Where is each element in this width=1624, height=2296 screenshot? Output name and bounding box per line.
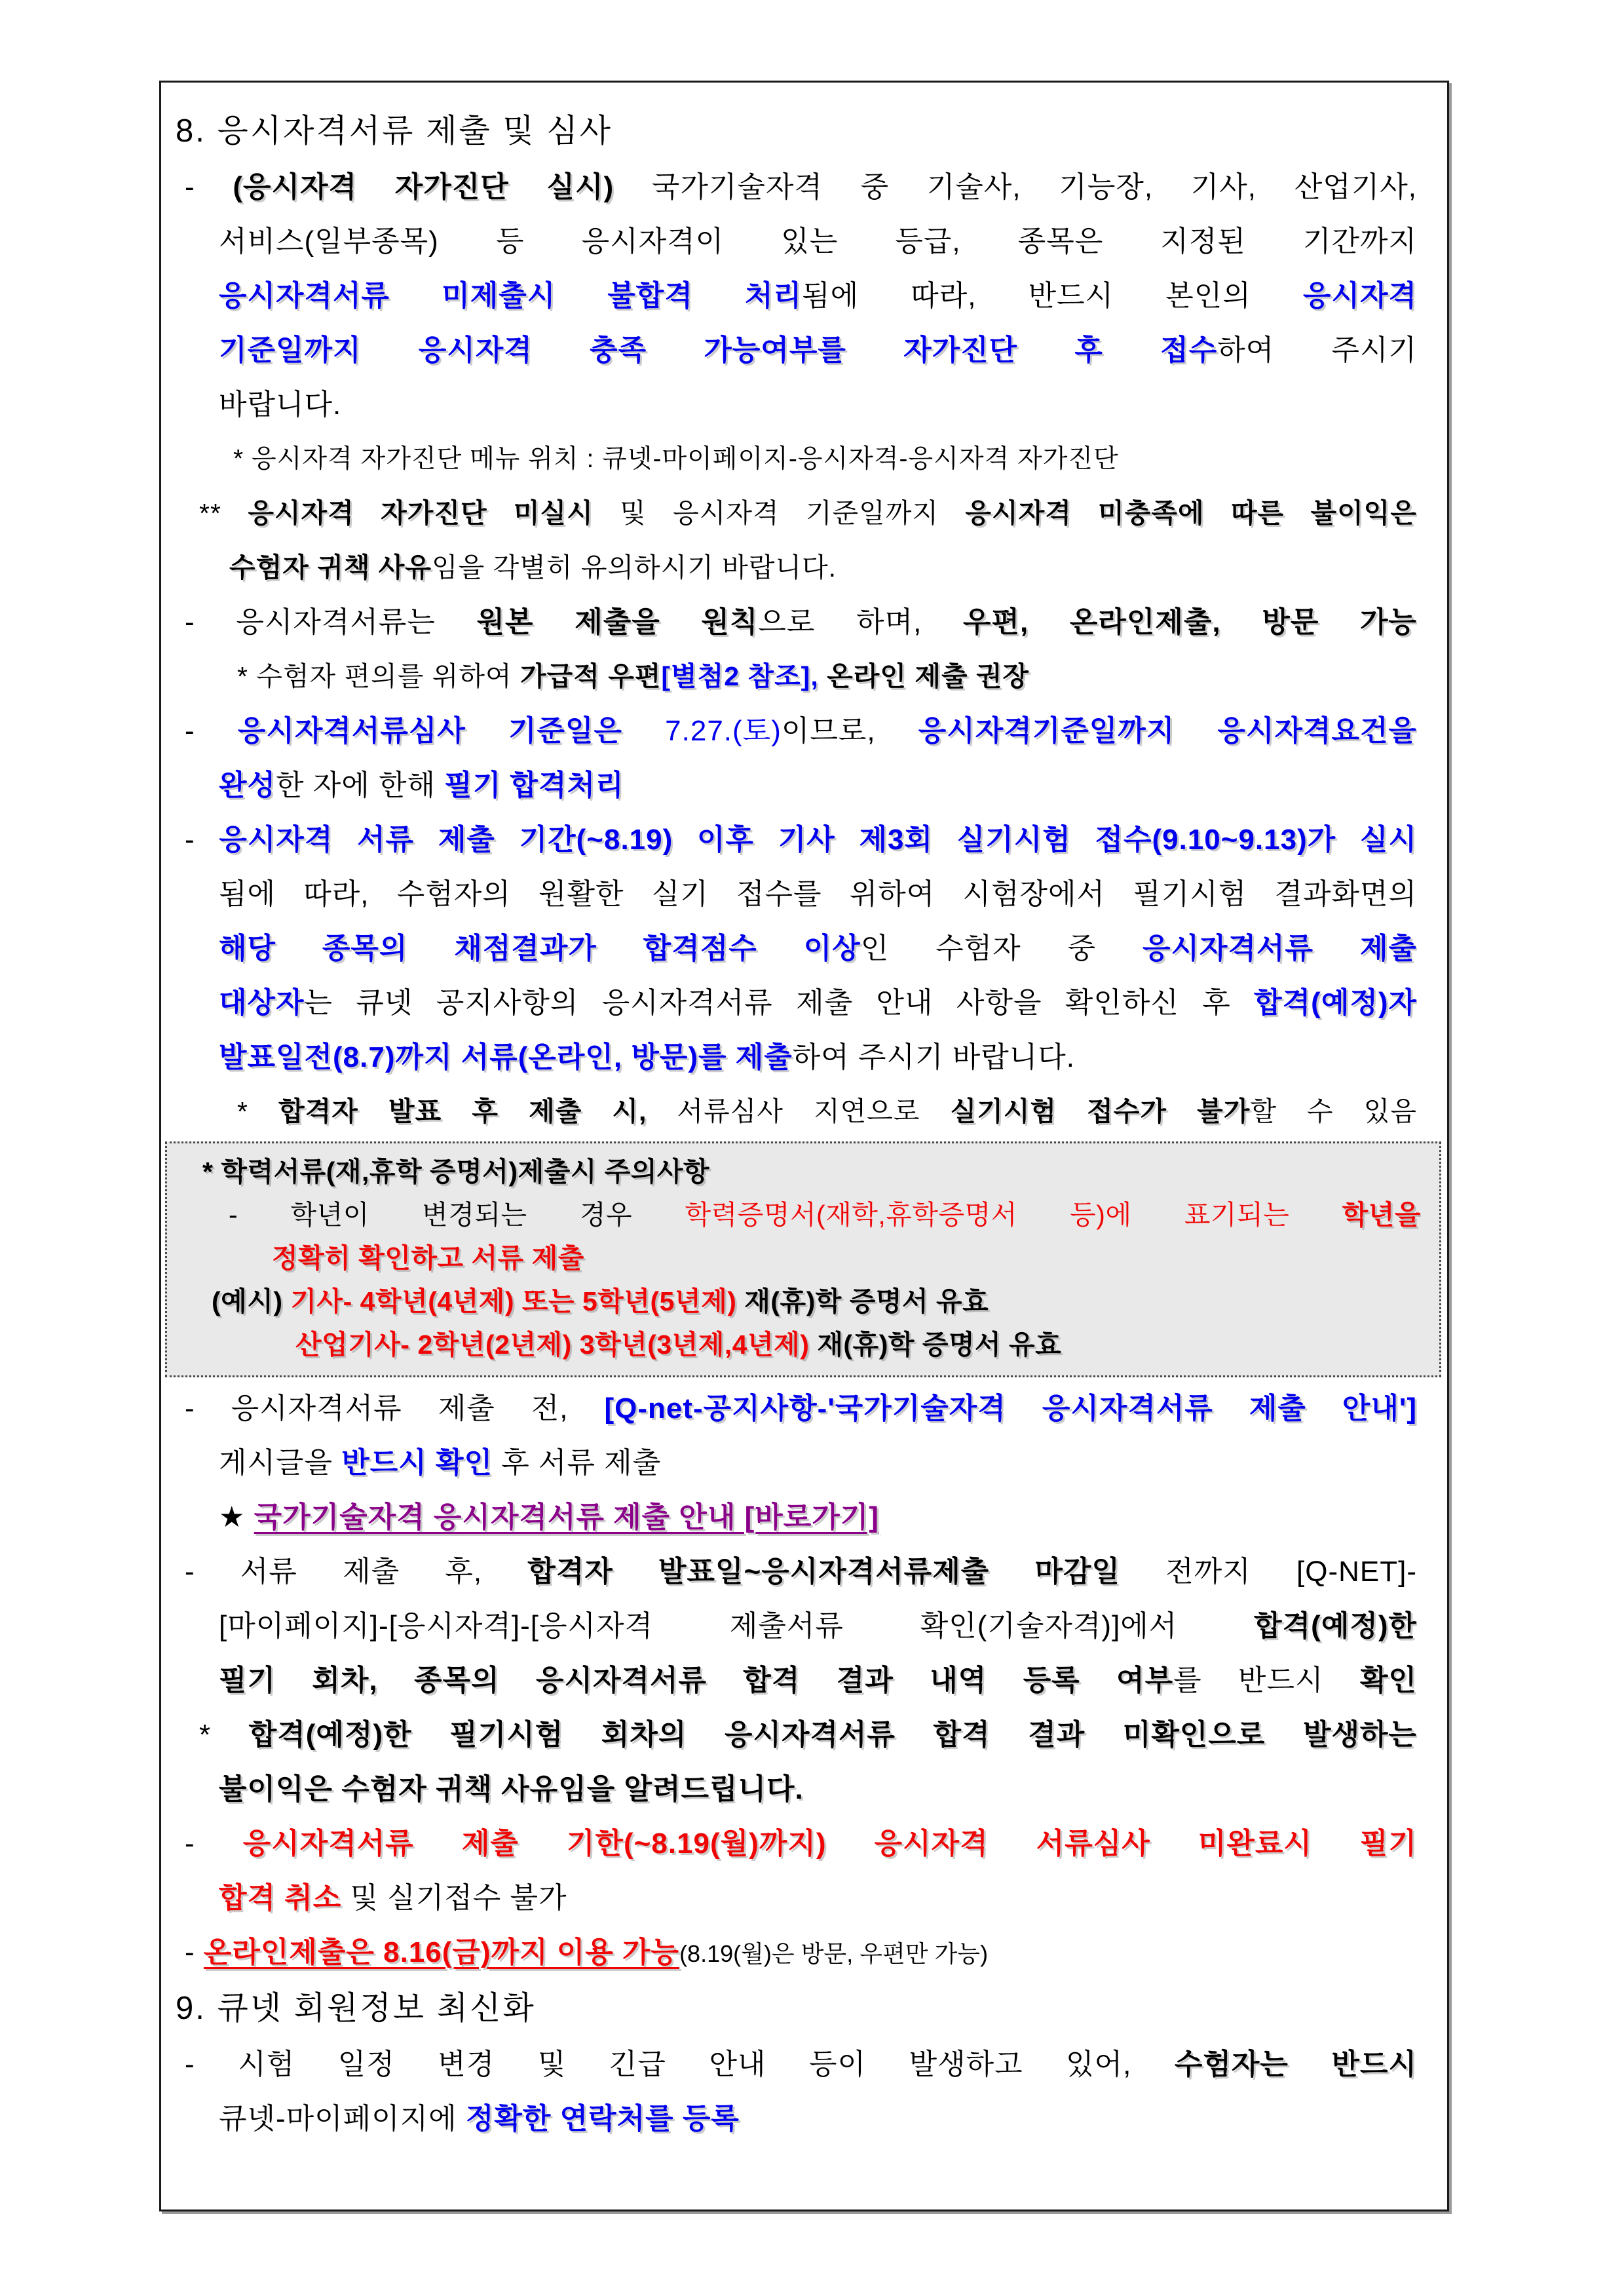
text-segment: 확인 <box>1359 1664 1417 1696</box>
text-segment: 재(휴)학 증명서 유효 <box>809 1330 1062 1360</box>
text-segment: - 시험 일정 변경 및 긴급 안내 등이 발생하고 있어, <box>185 2048 1175 2080</box>
text-segment: 기준일까지 응시자격 충족 가능여부를 자가진단 후 접수 <box>219 334 1218 366</box>
text-segment: - 서류 제출 후, <box>185 1556 528 1588</box>
text-segment: 필기 합격처리 <box>444 769 624 801</box>
text-line <box>176 323 1417 377</box>
text-segment: 합격 취소 <box>219 1882 342 1914</box>
text-segment: [별첨2 참조], <box>661 661 819 691</box>
note-unconfirmed <box>176 1708 1417 1762</box>
text-segment: 수험자 귀책 사유 <box>229 552 432 583</box>
note-warning-cont <box>176 541 1417 595</box>
text-segment: - <box>185 1827 243 1860</box>
text-segment: 원본 제출을 원칙 <box>476 606 759 638</box>
text-line <box>176 2092 1417 2146</box>
text-segment: 으로 하며, <box>758 606 963 638</box>
text-segment: 우편, 온라인제출, 방문 가능 <box>963 606 1417 638</box>
note-unconfirmed-cont <box>176 1762 1417 1816</box>
text-segment: 응시자격서류심사 기준일은 <box>237 715 623 747</box>
text-segment: 큐넷-마이페이지에 <box>219 2103 466 2135</box>
text-segment: 응시자격 <box>1302 280 1417 312</box>
text-segment: 필기 회차, 종목의 응시자격서류 합격 결과 내역 등록 여부 <box>219 1664 1174 1696</box>
text-segment: ** <box>199 498 248 528</box>
text-segment: 합격(예정)자 <box>1254 987 1417 1019</box>
text-segment: 온라인 제출 권장 <box>818 661 1030 691</box>
text-line <box>176 1544 1417 1599</box>
text-segment: 가급적 우편 <box>519 661 662 691</box>
text-line <box>176 1030 1417 1084</box>
text-segment: 합격자 발표일~응시자격서류제출 마감일 <box>527 1556 1121 1588</box>
text-segment: 정확히 확인하고 서류 제출 <box>272 1243 584 1273</box>
text-segment: (응시자격 자가진단 실시) <box>233 171 614 203</box>
text-segment: 합격(예정)한 <box>1254 1610 1417 1642</box>
text-segment: 반드시 확인 <box>341 1447 493 1479</box>
text-segment: 7.27.(토) <box>622 715 782 747</box>
text-segment: * 응시자격 자가진단 메뉴 위치 : 큐넷-마이페이지-응시자격-응시자격 자가진단 <box>233 445 1119 473</box>
text-segment: * <box>237 1096 279 1126</box>
text-segment: 응시자격 자가진단 미실시 <box>248 498 594 528</box>
text-line <box>176 1871 1417 1925</box>
text-line <box>176 160 1417 214</box>
star-icon: ★ <box>219 1501 254 1533</box>
text-line <box>176 269 1417 323</box>
text-segment: 완성 <box>219 769 276 801</box>
text-segment: 응시자격 미충족에 따른 불이익은 <box>965 498 1417 528</box>
text-segment: 됨에 따라, 반드시 본인의 <box>802 280 1303 312</box>
text-segment: - <box>185 824 219 856</box>
text-segment: 및 응시자격 기준일까지 <box>593 498 966 528</box>
text-segment: 할 수 있음 <box>1250 1096 1417 1126</box>
section-9-heading: 9. 큐넷 회원정보 최신화 <box>176 1991 536 2026</box>
text-segment: 수험자는 반드시 <box>1174 2048 1417 2080</box>
notice-box-title <box>185 1150 1421 1193</box>
text-segment: 정확한 연락처를 등록 <box>465 2103 740 2135</box>
academic-document-notice-box <box>165 1141 1441 1377</box>
notice-box-line <box>185 1323 1421 1366</box>
text-segment: - <box>185 171 233 203</box>
text-segment: 대상자 <box>219 987 305 1019</box>
text-line <box>176 1925 1417 1980</box>
text-segment: - 응시자격서류는 <box>185 606 477 638</box>
text-segment: 학력증명서(재학,휴학증명서 등)에 표기되는 <box>685 1200 1342 1230</box>
text-segment: 응시자격 서류 제출 기간(~8.19) 이후 기사 제3회 실기시험 접수(9.10~9.13)가 실시 <box>219 824 1417 856</box>
note-warning <box>176 486 1417 541</box>
text-segment: 응시자격서류 제출 기한(~8.19(월)까지) 응시자격 서류심사 미완료시 필기 <box>242 1827 1417 1860</box>
text-segment: 및 실기접수 불가 <box>341 1882 567 1914</box>
text-segment: 불이익은 수험자 귀책 사유임을 알려드립니다. <box>219 1773 804 1805</box>
note-menu-location <box>176 432 1417 486</box>
text-segment: 바랍니다. <box>219 389 342 421</box>
text-segment: 온라인제출은 8.16(금)까지 이용 가능 <box>203 1936 680 1968</box>
text-segment: - <box>185 715 238 747</box>
text-line <box>176 976 1417 1030</box>
text-line <box>176 377 1417 432</box>
text-segment: [마이페이지]-[응시자격]-[응시자격 제출서류 확인(기술자격)]에서 <box>219 1610 1255 1642</box>
text-line <box>176 867 1417 921</box>
notice-box-line <box>185 1236 1421 1280</box>
text-segment: 임을 각별히 유의하시기 바랍니다. <box>432 552 837 583</box>
text-segment: 학력서류(재,휴학 증명서)제출시 주의사항 <box>221 1157 710 1187</box>
note-postal <box>176 649 1417 704</box>
text-line <box>176 1653 1417 1708</box>
text-segment: 를 반드시 <box>1173 1664 1360 1696</box>
text-line <box>176 1599 1417 1653</box>
text-segment: [Q-net-공지사항-'국가기술자격 응시자격서류 제출 안내'] <box>604 1392 1417 1425</box>
text-segment: * <box>199 1719 249 1751</box>
text-segment: 한 자에 한해 <box>276 769 445 801</box>
text-segment: 합격(예정)한 필기시험 회차의 응시자격서류 합격 결과 미확인으로 발생하는 <box>248 1719 1417 1751</box>
text-segment: 해당 종목의 채점결과가 합격점수 이상 <box>219 932 861 965</box>
text-segment: 응시자격서류 미제출시 불합격 처리 <box>219 280 803 312</box>
document-page-frame <box>159 81 1449 2211</box>
text-segment: 게시글을 <box>219 1447 342 1479</box>
text-segment: 이므로, <box>781 715 918 747</box>
text-segment: (8.19(월)은 방문, 우편만 가능) <box>679 1940 989 1967</box>
section-8-heading: 8. 응시자격서류 제출 및 심사 <box>176 113 613 149</box>
text-line <box>176 595 1417 649</box>
text-segment: 인 수험자 중 <box>860 932 1143 965</box>
text-line <box>176 758 1417 813</box>
text-segment: 서비스(일부종목) 등 응시자격이 있는 등급, 종목은 지정된 기간까지 <box>219 225 1417 258</box>
shortcut-line <box>176 1490 1417 1544</box>
text-line <box>176 2037 1417 2092</box>
text-segment: 전까지 [Q-NET]- <box>1120 1556 1417 1588</box>
notice-box-line <box>185 1193 1421 1236</box>
text-line <box>176 704 1417 758</box>
text-segment: 산업기사- 2학년(2년제) 3학년(3년제,4년제) <box>295 1330 810 1360</box>
text-line <box>176 1816 1417 1871</box>
text-segment: - <box>185 1936 204 1968</box>
text-segment: 기사- 4학년(4년제) 또는 5학년(5년제) <box>290 1286 737 1316</box>
note-late-submission <box>176 1084 1417 1139</box>
text-segment: 하여 주시기 바랍니다. <box>792 1041 1075 1073</box>
text-segment: - 학년이 변경되는 경우 <box>229 1200 685 1230</box>
text-segment: - 응시자격서류 제출 전, <box>185 1392 605 1425</box>
notice-box-line <box>185 1280 1421 1323</box>
text-segment: 국가기술자격 중 기술사, 기능장, 기사, 산업기사, <box>614 171 1417 203</box>
text-segment: 응시자격서류 제출 <box>1142 932 1417 965</box>
text-segment: 하여 주시기 <box>1217 334 1417 366</box>
text-segment: 실기시험 접수가 불가 <box>950 1096 1251 1126</box>
text-segment: * <box>202 1157 221 1187</box>
text-segment: 발표일전(8.7)까지 서류(온라인, 방문)를 제출 <box>219 1041 793 1073</box>
text-segment: 합격자 발표 후 제출 시, <box>278 1096 647 1126</box>
text-segment: * 수험자 편의를 위하여 <box>237 661 520 691</box>
text-line <box>176 813 1417 867</box>
text-segment: 재(휴)학 증명서 유효 <box>736 1286 989 1316</box>
shortcut-link[interactable]: 국가기술자격 응시자격서류 제출 안내 [바로가기] <box>254 1501 879 1533</box>
text-line <box>176 1381 1417 1436</box>
text-segment: (예시) <box>212 1286 291 1316</box>
text-line <box>176 214 1417 269</box>
text-segment: 는 큐넷 공지사항의 응시자격서류 제출 안내 사항을 확인하신 후 <box>304 987 1255 1019</box>
text-segment: 됨에 따라, 수험자의 원활한 실기 접수를 위하여 시험장에서 필기시험 결과화면의 <box>219 878 1417 910</box>
text-segment: 후 서류 제출 <box>493 1447 662 1479</box>
text-segment: 응시자격기준일까지 응시자격요건을 <box>918 715 1417 747</box>
text-line <box>176 921 1417 976</box>
text-segment: 학년을 <box>1342 1200 1421 1230</box>
text-line <box>176 1436 1417 1490</box>
text-segment: 서류심사 지연으로 <box>647 1096 951 1126</box>
